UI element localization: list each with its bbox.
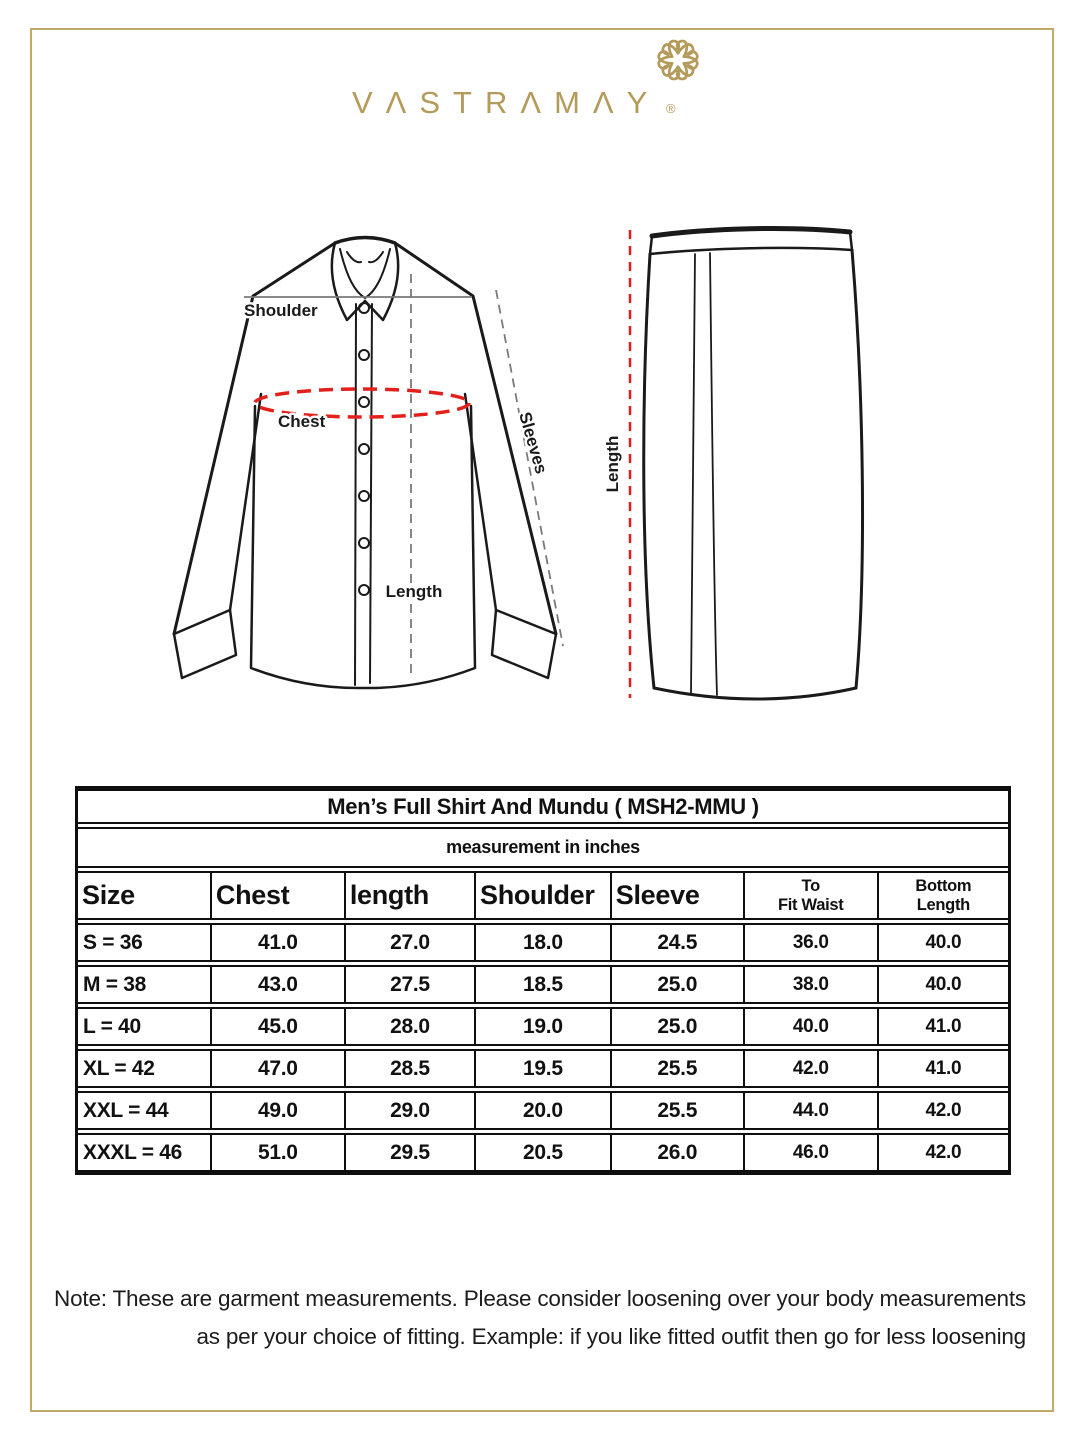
length-cell: 29.5	[346, 1135, 476, 1170]
note-text	[50, 1286, 1030, 1362]
header-to-fit-waist-line1: To	[801, 877, 820, 896]
sleeve-cell: 25.0	[612, 1009, 745, 1044]
size-cell: XXL = 44	[78, 1093, 212, 1128]
header-shoulder: Shoulder	[476, 873, 612, 918]
header-to-fit-waist	[745, 873, 879, 918]
bottom-length-cell: 41.0	[925, 1015, 962, 1037]
header-bottom-length-line2: Length	[916, 895, 970, 914]
length-cell: 29.0	[346, 1093, 476, 1128]
bottom-length-cell: 40.0	[925, 973, 962, 995]
table-row-l	[78, 1007, 1008, 1046]
header-to-fit-waist-line2: Fit Waist	[777, 895, 844, 914]
length-cell: 28.5	[346, 1051, 476, 1086]
table-header-row	[78, 871, 1008, 920]
length-cell: 27.0	[346, 925, 476, 960]
size-cell: S = 36	[78, 925, 212, 960]
table-row-xxl	[78, 1091, 1008, 1130]
table-row-s	[78, 923, 1008, 962]
shoulder-cell: 20.0	[476, 1093, 612, 1128]
to-fit-waist-cell: 36.0	[745, 925, 879, 960]
size-cell: XL = 42	[78, 1051, 212, 1086]
to-fit-waist-cell: 44.0	[745, 1093, 879, 1128]
header-size: Size	[78, 873, 212, 918]
measurement-unit-row	[78, 827, 1008, 868]
bottom-length-cell: 40.0	[925, 931, 962, 953]
size-chart-table	[75, 786, 1011, 1175]
header-length: length	[346, 873, 476, 918]
size-cell: XXXL = 46	[78, 1135, 212, 1170]
sleeve-cell: 25.0	[612, 967, 745, 1002]
size-cell: M = 38	[78, 967, 212, 1002]
to-fit-waist-cell: 42.0	[745, 1051, 879, 1086]
size-cell: L = 40	[78, 1009, 212, 1044]
mundu-length-label: Length	[603, 435, 622, 493]
header-bottom-length-line1: Bottom	[915, 877, 972, 896]
table-row-xl	[78, 1049, 1008, 1088]
table-title-row	[78, 789, 1008, 824]
brand-wordmark: VΛSTRΛMΛY	[352, 85, 661, 120]
chest-cell: 45.0	[212, 1009, 346, 1044]
shoulder-cell: 19.0	[476, 1009, 612, 1044]
mundu-diagram	[600, 224, 900, 716]
sleeves-label: Sleeves	[515, 409, 551, 476]
shirt-length-label: Length	[385, 582, 443, 601]
chest-cell: 41.0	[212, 925, 346, 960]
to-fit-waist-cell: 46.0	[745, 1135, 879, 1170]
flower-ornament-icon	[648, 33, 708, 87]
sleeves-measure-line	[496, 290, 563, 646]
table-row-xxxl	[78, 1133, 1008, 1172]
shoulder-cell: 20.5	[476, 1135, 612, 1170]
header-bottom-length	[879, 873, 1008, 918]
table-row-m	[78, 965, 1008, 1004]
to-fit-waist-cell: 40.0	[745, 1009, 879, 1044]
sleeve-cell: 26.0	[612, 1135, 745, 1170]
header-sleeve: Sleeve	[612, 873, 745, 918]
length-cell: 27.5	[346, 967, 476, 1002]
sleeve-cell: 24.5	[612, 925, 745, 960]
note-line-1: Note: These are garment measurements. Please consider loosening over your body measurements	[54, 1286, 1026, 1311]
shoulder-cell: 18.0	[476, 925, 612, 960]
header-chest: Chest	[212, 873, 346, 918]
sleeve-cell: 25.5	[612, 1093, 745, 1128]
note-line-2: as per your choice of fitting. Example: if you like fitted outfit then go for less loosening	[196, 1324, 1026, 1349]
shirt-diagram	[166, 226, 566, 716]
bottom-length-cell: 41.0	[925, 1057, 962, 1079]
shoulder-cell: 18.5	[476, 967, 612, 1002]
chest-cell: 47.0	[212, 1051, 346, 1086]
shoulder-label: Shoulder	[244, 301, 318, 320]
bottom-length-cell: 42.0	[925, 1141, 962, 1163]
length-cell: 28.0	[346, 1009, 476, 1044]
measurement-unit-label: measurement in inches	[446, 837, 640, 857]
sleeve-cell: 25.5	[612, 1051, 745, 1086]
bottom-length-cell: 42.0	[925, 1099, 962, 1121]
chest-cell: 51.0	[212, 1135, 346, 1170]
chest-cell: 43.0	[212, 967, 346, 1002]
table-title: Men’s Full Shirt And Mundu ( MSH2-MMU )	[327, 793, 759, 819]
chest-label: Chest	[278, 412, 326, 431]
registered-trademark-symbol: ®	[666, 101, 676, 116]
chest-cell: 49.0	[212, 1093, 346, 1128]
to-fit-waist-cell: 38.0	[745, 967, 879, 1002]
shoulder-cell: 19.5	[476, 1051, 612, 1086]
